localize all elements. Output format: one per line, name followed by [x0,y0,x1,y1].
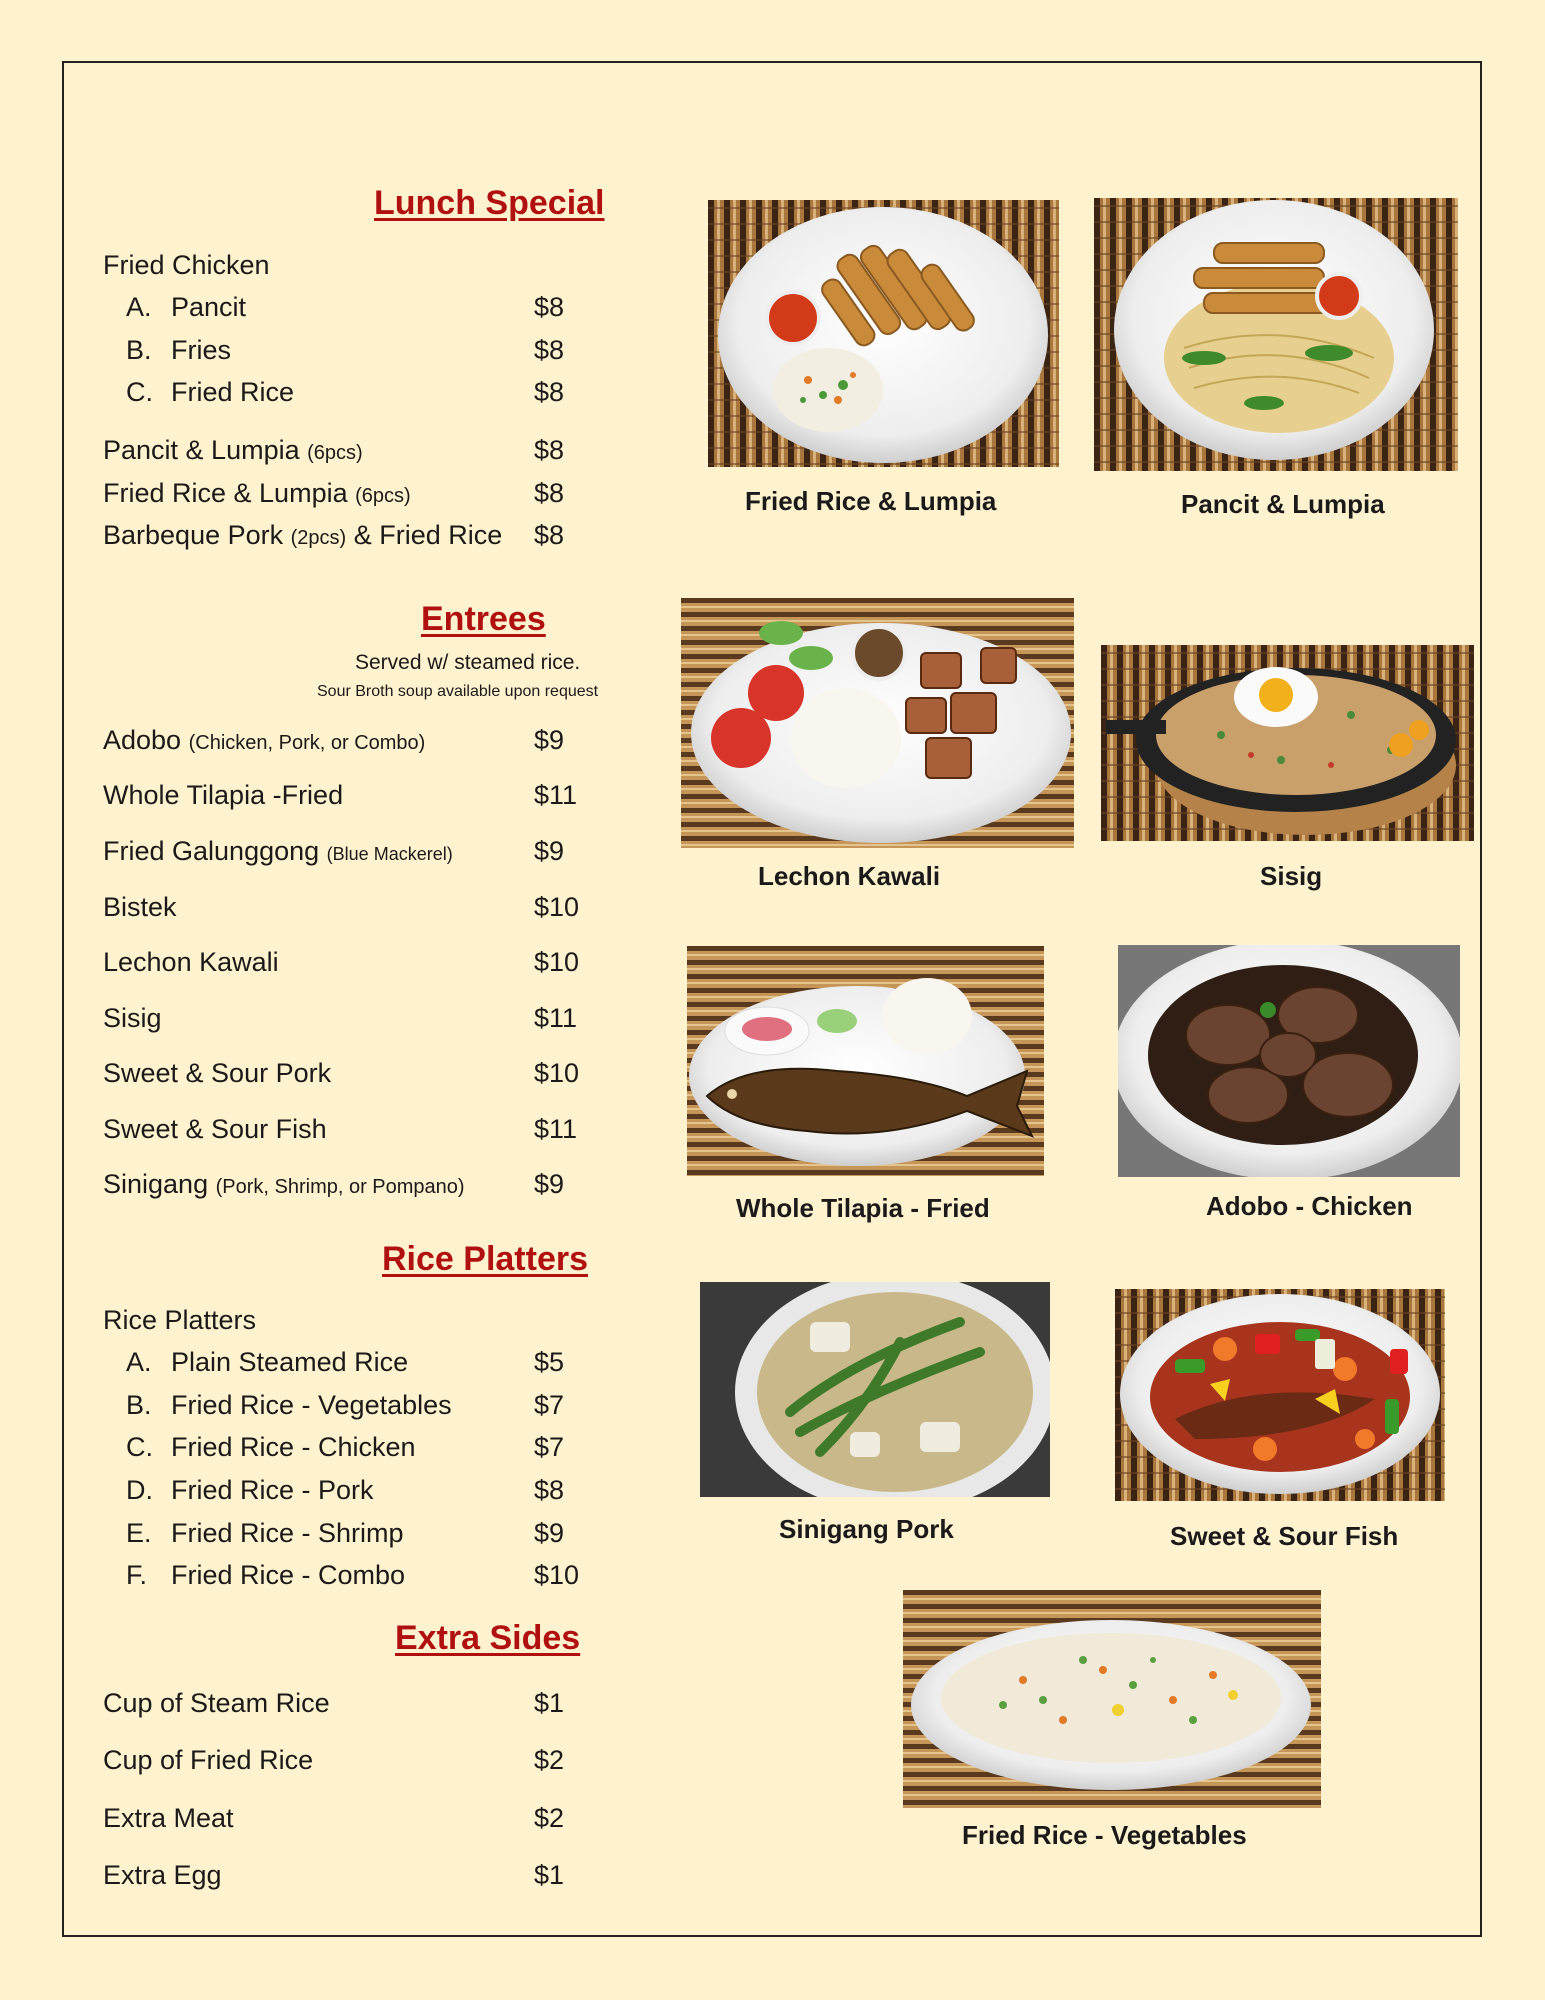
photo-adobo-chicken [1118,945,1460,1177]
item-price: $1 [534,1688,565,1718]
item-price: $9 [534,1518,565,1548]
caption-fried-rice-lumpia: Fried Rice & Lumpia [745,486,997,516]
menu-item [103,1169,603,1205]
photo-sweet-sour-fish [1115,1289,1445,1501]
rice-group-title-row [103,1305,603,1341]
menu-item [103,1688,603,1724]
menu-item [103,725,603,761]
item-name: Pancit & Lumpia [103,435,300,465]
caption-sinigang-pork: Sinigang Pork [779,1514,954,1544]
item-price: $7 [534,1432,565,1462]
item-name-line [103,1169,465,1200]
item-detail: (6pcs) [355,485,411,507]
item-price: $8 [534,335,565,365]
item-price: $8 [534,292,565,322]
item-name: Fries [171,335,231,365]
item-name: Pancit [171,292,247,322]
item-price: $9 [534,1169,565,1199]
item-letter: F. [126,1560,148,1590]
menu-item [103,836,603,872]
item-name: Sinigang [103,1169,209,1199]
caption-pancit-lumpia: Pancit & Lumpia [1181,489,1385,519]
item-detail: (Chicken, Pork, or Combo) [188,732,426,754]
item-name: Lechon Kawali [103,947,279,977]
rice-platters-heading: Rice Platters [382,1240,588,1278]
menu-item [103,1058,603,1094]
item-name: Whole Tilapia -Fried [103,780,344,810]
item-name: Fried Rice - Vegetables [171,1390,452,1420]
menu-item [103,1432,603,1468]
item-letter: C. [126,1432,153,1462]
menu-item [103,478,603,514]
menu-item [103,292,603,328]
item-price: $1 [534,1860,565,1890]
item-name: Sisig [103,1003,162,1033]
photo-whole-tilapia [687,946,1044,1176]
item-name: Cup of Steam Rice [103,1688,330,1718]
item-letter: A. [126,292,152,322]
lunch-group-title-row [103,250,603,286]
item-detail: (Blue Mackerel) [326,844,453,864]
item-price: $2 [534,1745,565,1775]
item-suffix: & Fried Rice [353,520,503,550]
item-name: Extra Meat [103,1803,234,1833]
item-price: $11 [534,1003,578,1033]
item-name-line [103,478,411,509]
item-price: $11 [534,1114,578,1144]
menu-item [103,1560,603,1596]
item-letter: B. [126,335,152,365]
item-name: Fried Rice - Chicken [171,1432,416,1462]
entrees-note-steamed-rice: Served w/ steamed rice. [355,651,581,674]
item-price: $10 [534,947,580,977]
item-name: Fried Galunggong [103,836,320,866]
item-price: $8 [534,1475,565,1505]
entrees-note-sour-broth: Sour Broth soup available upon request [317,683,599,700]
lunch-group-title: Fried Chicken [103,250,270,280]
menu-item [103,1390,603,1426]
item-name: Extra Egg [103,1860,222,1890]
item-price: $9 [534,725,565,755]
item-price: $10 [534,892,580,922]
item-name: Fried Rice & Lumpia [103,478,348,508]
menu-item [103,1347,603,1383]
caption-lechon-kawali: Lechon Kawali [758,861,941,891]
item-price: $8 [534,377,565,407]
menu-item [103,1518,603,1554]
item-name: Adobo [103,725,182,755]
item-price: $8 [534,435,565,465]
item-name: Cup of Fried Rice [103,1745,314,1775]
item-price: $2 [534,1803,565,1833]
photo-sinigang-pork [700,1282,1050,1497]
item-name: Fried Rice [171,377,295,407]
menu-item [103,377,603,413]
item-name: Barbeque Pork [103,520,284,550]
menu-item [103,892,603,928]
item-price: $11 [534,780,578,810]
item-price: $10 [534,1560,580,1590]
extra-sides-heading: Extra Sides [395,1619,581,1657]
item-name-line [103,435,363,466]
photo-pancit-lumpia [1094,198,1458,471]
item-letter: A. [126,1347,152,1377]
menu-item [103,435,603,471]
caption-whole-tilapia: Whole Tilapia - Fried [736,1193,990,1223]
item-letter: E. [126,1518,152,1548]
entrees-heading: Entrees [421,600,546,638]
item-letter: D. [126,1475,153,1505]
menu-item [103,335,603,371]
item-name: Fried Rice - Pork [171,1475,374,1505]
menu-item [103,520,603,556]
menu-item [103,947,603,983]
item-name-line [103,836,453,867]
item-price: $8 [534,478,565,508]
lunch-special-heading: Lunch Special [374,184,605,222]
caption-sweet-sour-fish: Sweet & Sour Fish [1170,1521,1399,1551]
item-name: Plain Steamed Rice [171,1347,409,1377]
rice-group-title: Rice Platters [103,1305,257,1335]
item-name-line [103,725,425,756]
caption-sisig: Sisig [1260,861,1323,891]
menu-item [103,1745,603,1781]
menu-item [103,1114,603,1150]
caption-fried-rice-vegetables: Fried Rice - Vegetables [962,1820,1247,1850]
item-name: Fried Rice - Shrimp [171,1518,404,1548]
item-detail: (Pork, Shrimp, or Pompano) [215,1176,465,1198]
item-price: $9 [534,836,565,866]
item-name: Sweet & Sour Pork [103,1058,332,1088]
menu-item [103,1803,603,1839]
menu-item [103,780,603,816]
item-price: $7 [534,1390,565,1420]
caption-adobo-chicken: Adobo - Chicken [1206,1191,1413,1221]
item-price: $5 [534,1347,565,1377]
item-price: $10 [534,1058,580,1088]
menu-item [103,1475,603,1511]
item-letter: B. [126,1390,152,1420]
menu-item [103,1003,603,1039]
item-detail: (6pcs) [307,442,363,464]
menu-item [103,1860,603,1896]
photo-fried-rice-vegetables [903,1590,1321,1808]
item-name: Bistek [103,892,177,922]
item-name-line [103,520,502,551]
photo-sisig [1101,645,1474,841]
item-name: Fried Rice - Combo [171,1560,406,1590]
photo-lechon-kawali [681,598,1074,848]
item-detail: (2pcs) [290,527,347,549]
item-name: Sweet & Sour Fish [103,1114,327,1144]
item-price: $8 [534,520,565,550]
item-letter: C. [126,377,153,407]
photo-fried-rice-lumpia [708,200,1059,467]
